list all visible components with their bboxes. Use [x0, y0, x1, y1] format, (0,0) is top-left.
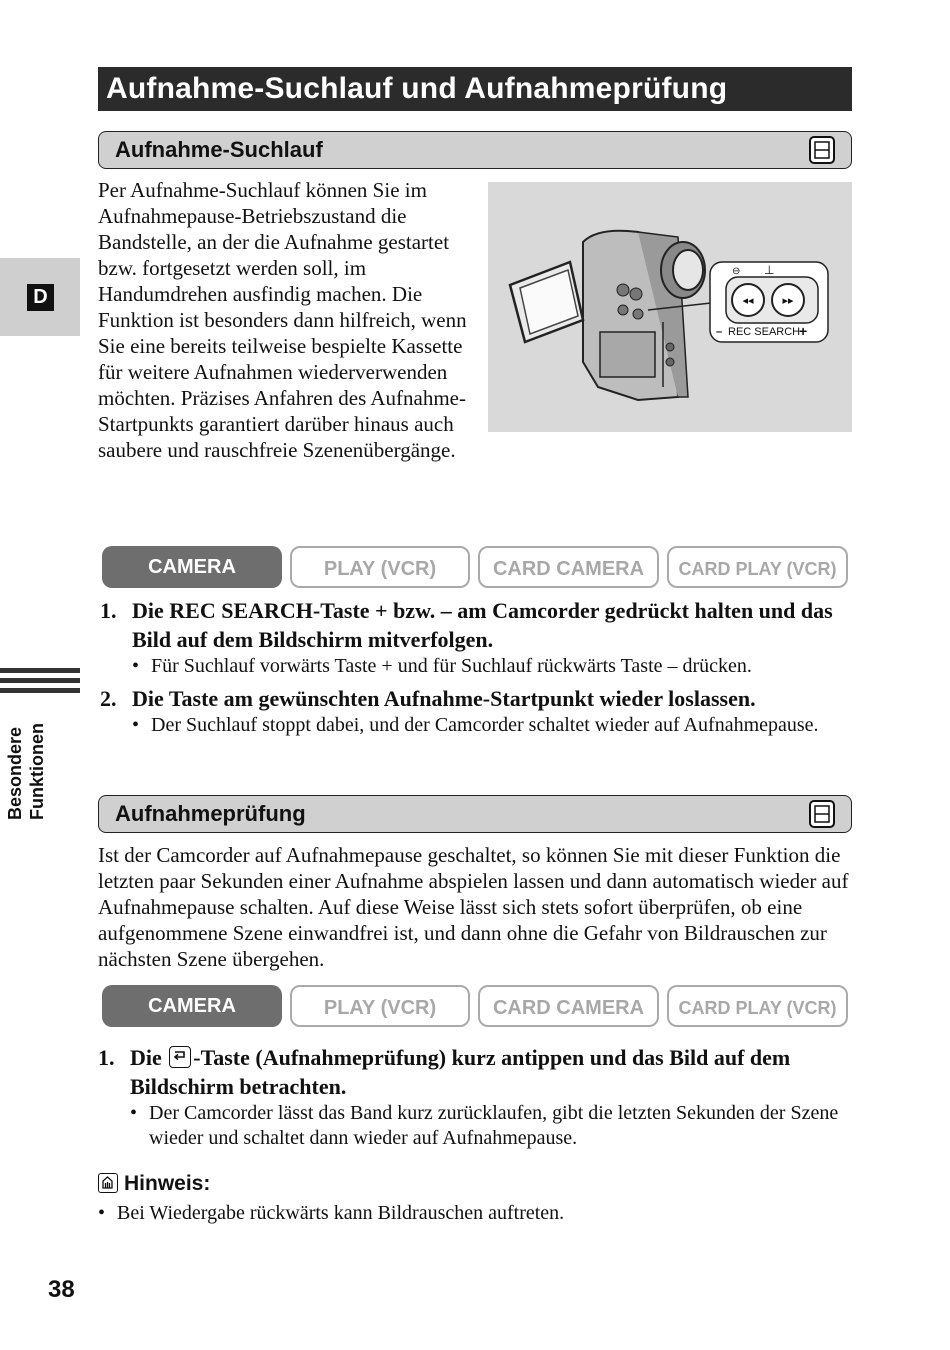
chapter-tab-label: D: [27, 284, 54, 311]
step-1: [100, 596, 850, 679]
mode-play-vcr: PLAY (VCR): [290, 985, 470, 1027]
note-heading-text: Hinweis:: [124, 1172, 211, 1195]
side-chapter-label: [4, 680, 48, 820]
svg-text:◂◂: ◂◂: [742, 294, 754, 307]
step-text-after: -Taste (Aufnahmeprüfung) kurz antippen und das Bild auf dem Bildschirm betrachten.: [130, 1045, 791, 1099]
step-number: 1.: [98, 1045, 115, 1070]
figure-minus: –: [716, 326, 723, 338]
mode-play-vcr: PLAY (VCR): [290, 546, 470, 588]
mode-card-camera: CARD CAMERA: [478, 546, 659, 588]
mode-card-play-vcr: CARD PLAY (VCR): [667, 546, 848, 588]
mode-camera: CAMERA: [102, 546, 282, 588]
step-text: Die REC SEARCH-Taste + bzw. – am Camcorder gedrückt halten und das Bild auf dem Bildschirm mitverfolgen.: [132, 598, 833, 652]
step-text: [130, 1043, 848, 1101]
intro-paragraph: Per Aufnahme-Suchlauf können Sie im Aufnahmepause-Betriebszustand die Bandstelle, an der die Aufnahme gestartet bzw. fortgesetzt werden soll, im Handumdrehen ausfindig machen. Die Funktion ist besonders dann hilfreich, wenn Sie eine bereits teilweise bespielte Kassette für weitere Aufnahmen wiederverwenden möchten. Präzises Anfahren des Aufnahme-Startpunkts garantiert darüber hinaus auch saubere und rauschfreie Szenenübergänge.: [98, 178, 467, 462]
note-box: [98, 1172, 848, 1226]
step-bullet: • Der Suchlauf stoppt dabei, und der Camcorder schaltet wieder auf Aufnahmepause.: [132, 713, 850, 738]
step-text: Die Taste am gewünschten Aufnahme-Startpunkt wieder loslassen.: [132, 686, 756, 711]
cassette-icon: [807, 799, 837, 829]
record-review-icon: [169, 1046, 191, 1068]
camcorder-illustration: [488, 182, 852, 432]
section-heading-text: Aufnahme-Suchlauf: [115, 137, 323, 162]
step-bullet: • Für Suchlauf vorwärts Taste + und für Suchlauf rückwärts Taste – drücken.: [132, 654, 850, 679]
side-label-line1: Besondere: [5, 726, 25, 820]
figure-plus: +: [799, 323, 808, 339]
mode-camera: CAMERA: [102, 985, 282, 1027]
svg-text:▸▸: ▸▸: [782, 294, 794, 307]
step-bullet: • Der Camcorder lässt das Band kurz zurücklaufen, gibt die letzten Sekunden der Szene wieder und schaltet dann wieder auf Aufnahmepause.: [130, 1101, 848, 1151]
step-number: 2.: [100, 686, 117, 711]
step-2: [100, 684, 850, 738]
review-step-1: [98, 1043, 848, 1151]
figure-rec-search-label: REC SEARCH: [728, 326, 801, 338]
mode-selector-2: [102, 985, 848, 1029]
page-number: 38: [48, 1276, 75, 1303]
page-title: Aufnahme-Suchlauf und Aufnahmeprüfung: [98, 67, 852, 111]
note-item: • Bei Wiedergabe rückwärts kann Bildrauschen auftreten.: [98, 1200, 848, 1226]
section-heading-text: Aufnahmeprüfung: [115, 801, 306, 826]
section-heading-search: [98, 131, 852, 169]
svg-text:⊥: ⊥: [764, 263, 775, 277]
svg-text:⊖: ⊖: [732, 266, 741, 277]
section-heading-review: [98, 795, 852, 833]
mode-card-camera: CARD CAMERA: [478, 985, 659, 1027]
chapter-tab: [0, 258, 80, 336]
note-heading: [98, 1172, 848, 1196]
mode-selector-1: [102, 546, 848, 590]
mode-card-play-vcr: CARD PLAY (VCR): [667, 985, 848, 1027]
camcorder-drawing: [488, 182, 852, 432]
side-label-line2: Funktionen: [27, 723, 47, 820]
note-icon: [98, 1173, 118, 1193]
review-paragraph: Ist der Camcorder auf Aufnahmepause geschaltet, so können Sie mit dieser Funktion die letzten paar Sekunden einer Aufnahme abspielen lassen und dann automatisch wieder auf Aufnahmepause schalten. Auf diese Weise lässt sich stets sofort überprüfen, ob eine aufgenommene Szene einwandfrei ist, und dann ohne die Gefahr von Bildrauschen zur nächsten Szene übergehen.: [98, 843, 849, 971]
cassette-icon: [807, 135, 837, 165]
step-text-before: Die: [130, 1045, 162, 1070]
step-number: 1.: [100, 598, 117, 623]
